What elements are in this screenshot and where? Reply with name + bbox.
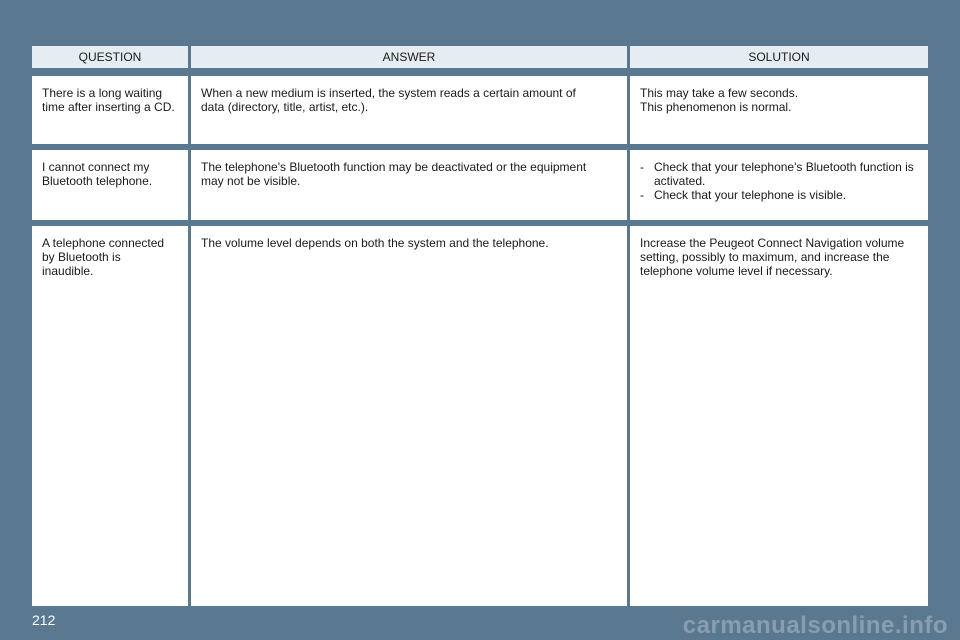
row2-question — [32, 150, 188, 220]
header-solution: SOLUTION — [630, 46, 928, 68]
row3-solution-line: Increase the Peugeot Connect Navigation volume — [640, 236, 905, 250]
row3-question-line: A telephone connected — [42, 236, 165, 250]
row2-answer-line: The telephone's Bluetooth function may be deactivated or the equipment — [201, 160, 587, 174]
row1-answer-line: When a new medium is inserted, the system reads a certain amount of — [201, 86, 576, 100]
row1-question-line: time after inserting a CD. — [42, 100, 175, 114]
row1-question-line: There is a long waiting — [42, 86, 163, 100]
row3-solution-line: setting, possibly to maximum, and increase the — [640, 250, 890, 264]
row2-question-line: Bluetooth telephone. — [42, 174, 153, 188]
solution-list-item: - Check that your telephone's Bluetooth function is activated. — [640, 160, 918, 188]
solution-list — [640, 160, 918, 202]
watermark: carmanualsonline.info — [682, 612, 948, 639]
row1-solution — [630, 76, 928, 144]
row1-answer — [191, 76, 627, 144]
row1-question — [32, 76, 188, 144]
solution-list-item: - Check that your telephone is visible. — [640, 188, 918, 202]
row3-solution-line: telephone volume level if necessary. — [640, 264, 833, 278]
row2-question-line: I cannot connect my — [42, 160, 150, 174]
row1-solution-line: This may take a few seconds. — [640, 86, 799, 100]
row3-question — [32, 226, 188, 606]
row1-answer-line: data (directory, title, artist, etc.). — [201, 100, 369, 114]
row3-question-line: inaudible. — [42, 264, 94, 278]
row1-solution-line: This phenomenon is normal. — [640, 100, 792, 114]
row2-answer — [191, 150, 627, 220]
page-number: 212 — [32, 612, 56, 628]
header-question: QUESTION — [32, 46, 188, 68]
row3-solution — [630, 226, 928, 606]
row3-question-line: by Bluetooth is — [42, 250, 121, 264]
row3-answer-line: The volume level depends on both the system and the telephone. — [201, 236, 549, 250]
row3-answer — [191, 226, 627, 606]
row2-solution — [630, 150, 928, 220]
row2-answer-line: may not be visible. — [201, 174, 301, 188]
header-answer: ANSWER — [191, 46, 627, 68]
